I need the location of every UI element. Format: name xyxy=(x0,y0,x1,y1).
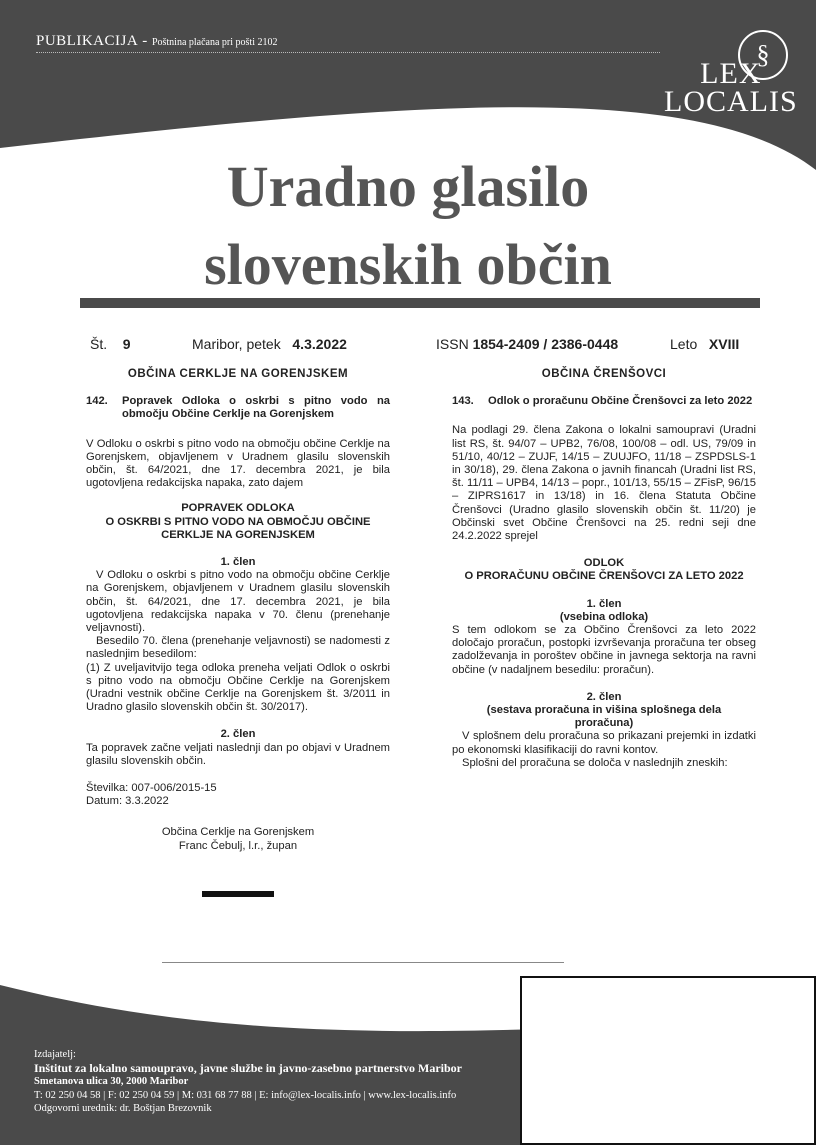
postage-note: Poštnina plačana pri pošti 2102 xyxy=(151,37,278,48)
publisher-address: Smetanova ulica 30, 2000 Maribor xyxy=(34,1076,189,1087)
masthead-title xyxy=(0,148,816,304)
article-2-p1: Ta popravek začne veljati naslednji dan po objavi v Uradnem glasilu slovenskih občin. xyxy=(86,741,390,767)
left-column xyxy=(86,368,390,853)
decree-heading: ODLOK O PRORAČUNU OBČINE ČRENŠOVCI ZA LETO 2022 xyxy=(464,557,744,583)
publication-header: PUBLIKACIJA - Poštnina plačana pri pošti 2102 xyxy=(36,33,278,49)
reference-number: Številka: 007-006/2015-15 xyxy=(86,782,217,795)
paragraph-symbol-icon: § xyxy=(738,30,788,80)
title-rule xyxy=(80,298,760,308)
issue-date: Maribor, petek 4.3.2022 xyxy=(192,336,347,352)
year-roman: Leto XVIII xyxy=(670,336,740,352)
signature-municipality: Občina Cerklje na Gorenjskem xyxy=(161,826,315,839)
publisher-contacts: T: 02 250 04 58 | F: 02 250 04 59 | M: 031 68 77 88 | E: info@lex-localis.info | www.lex-localis.info xyxy=(34,1089,457,1101)
article-2-p2: Splošni del proračuna se določa v naslednjih zneskih: xyxy=(462,756,728,769)
title-line1: Uradno glasilo xyxy=(226,154,590,219)
logo-line1: LEX xyxy=(700,57,762,90)
publisher-name: Inštitut za lokalno samoupravo, javne službe in javno-zasebno partnerstvo Maribor xyxy=(34,1060,463,1075)
end-marker xyxy=(202,891,274,897)
issn: ISSN 1854-2409 / 2386-0448 xyxy=(436,336,619,352)
lex-localis-logo xyxy=(664,57,798,118)
intro-paragraph: V Odloku o oskrbi s pitno vodo na območju občine Cerklje na Gorenjskem, objavljenem v Uradnem glasilu slovenskih občin, št. 64/2021, dne 17. decembra 2021, je bila ugotovljena redakcijska napaka, zato dajem xyxy=(86,437,390,490)
act-title: Popravek Odloka o oskrbi s pitno vodo na območju Občine Cerklje na Gorenjskem xyxy=(122,395,390,421)
decree-heading: POPRAVEK ODLOKA O OSKRBI S PITNO VODO NA OBMOČJU OBČINE CERKLJE NA GORENJSKEM xyxy=(105,502,371,541)
article-1-p1: V Odloku o oskrbi s pitno vodo na območju občine Cerklje na Gorenjskem, objavljenem v Uradnem glasilu slovenskih občin, št. 64/2021, dne 17. decembra 2021, je bila ugotovljena redakcijska napaka v 70. členu (prenehanje veljavnosti). xyxy=(86,569,390,635)
municipality-heading: OBČINA ČRENŠOVCI xyxy=(541,368,667,380)
publisher-label: Izdajatelj: xyxy=(34,1049,76,1060)
logo-line2: LOCALIS xyxy=(664,85,798,118)
signature-name: Franc Čebulj, l.r., župan xyxy=(178,839,298,852)
article-1-p1: S tem odlokom se za Občino Črenšovci za leto 2022 določajo proračun, postopki izvrševanja proračuna ter obseg zadolževanja in poroštev občine in javnega sektorja na ravni občine (v nadaljnem besedilu: proračun). xyxy=(452,624,756,676)
municipality-heading: OBČINA CERKLJE NA GORENJSKEM xyxy=(127,368,349,380)
intro-paragraph: Na podlagi 29. člena Zakona o lokalni samoupravi (Uradni list RS, št. 94/07 – UPB2, 76/08, 100/08 – odl. US, 79/09 in 51/10, 40/12 – ZUJF, 14/15 – ZUUJFO, 11/18 – ZSPDSLS-1 in 30/18), 29. člena Zakona o javnih financah (Uradni list RS, št. 11/11 – UPB4, 14/13 – popr., 101/13, 55/15 – ZFisP, 96/15 – ZIPRS1617 in 13/18) in 16. člena Statuta Občine Črenšovci (Uradno glasilo slovenskih občin št. 11/20) je Občinski svet Občine Črenšovci na 25. redni seji dne 24.2.2022 sprejel xyxy=(452,424,756,543)
issue-number: Št. 9 xyxy=(90,336,131,352)
responsible-editor: Odgovorni urednik: dr. Boštjan Brezovnik xyxy=(34,1103,212,1114)
address-label-box xyxy=(520,976,816,1145)
article-1-heading: 1. člen (vsebina odloka) xyxy=(559,597,649,623)
publication-label: PUBLIKACIJA xyxy=(36,33,139,49)
publisher-footer xyxy=(34,1048,462,1116)
title-line2: slovenskih občin xyxy=(204,232,612,297)
article-2-p1: V splošnem delu proračuna so prikazani prejemki in izdatki po ekonomski klasifikaciji do ravni kontov. xyxy=(452,730,756,756)
dotted-divider xyxy=(36,52,660,53)
act-number: 143. xyxy=(452,395,474,408)
right-column xyxy=(452,368,756,770)
act-heading xyxy=(86,395,390,421)
article-1-p3: (1) Z uveljavitvijo tega odloka preneha veljati Odlok o oskrbi s pitno vodo na območju Občine Cerklje na Gorenjskem (Uradni vestnik občine Cerklje na Gorenjskem št. 3/2011 in Uradno glasilo slovenskih občin št. 30/2017). xyxy=(86,661,390,714)
bottom-separator xyxy=(162,962,564,963)
reference-date: Datum: 3.3.2022 xyxy=(86,795,169,808)
article-1-p2: Besedilo 70. člena (prenehanje veljavnosti) se nadomesti z naslednjim besedilom: xyxy=(86,635,390,661)
act-heading xyxy=(452,395,756,408)
act-number: 142. xyxy=(86,395,108,408)
act-title: Odlok o proračunu Občine Črenšovci za leto 2022 xyxy=(488,395,753,408)
article-2-heading: 2. člen xyxy=(220,728,256,741)
article-1-heading: 1. člen xyxy=(220,556,256,569)
article-2-heading: 2. člen (sestava proračuna in višina splošnega dela proračuna) xyxy=(486,690,722,730)
